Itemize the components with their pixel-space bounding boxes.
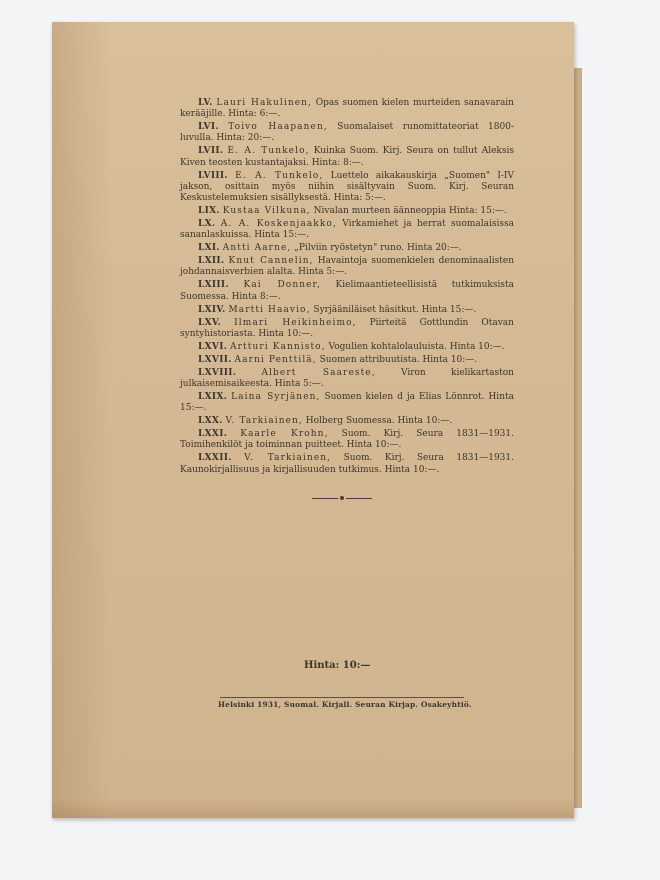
series-entry <box>180 122 514 144</box>
entry-author: Laina Syrjänen, <box>231 392 321 403</box>
entry-title: Virkamiehet ja herrat suomalaisissa sananlaskuissa. Hinta 15:—. <box>180 219 514 241</box>
price-label: Hinta: 10:— <box>304 660 371 671</box>
entry-number: LXV. <box>198 317 222 328</box>
entry-title: „Pilviin ryöstetyn" runo. Hinta 20:—. <box>294 243 462 254</box>
entry-author: Kustaa Vilkuna, <box>222 206 311 217</box>
entry-title: Nivalan murteen äänneoppia Hinta: 15:—. <box>313 206 507 217</box>
entry-text <box>180 280 514 302</box>
entry-number: LX. <box>198 219 216 230</box>
imprint-rule <box>220 697 464 698</box>
series-entry <box>180 453 514 475</box>
series-entry <box>180 256 514 278</box>
entry-number: LVII. <box>198 146 224 157</box>
series-entry <box>180 219 514 241</box>
series-entry <box>180 429 514 451</box>
entry-title: Syrjääniläiset häsitkut. Hinta 15:—. <box>313 304 477 315</box>
entry-text <box>180 429 514 451</box>
entry-author: Knut Cannelin, <box>228 256 314 267</box>
series-entry <box>180 243 514 254</box>
entry-title: Viron kielikartaston julkaisemisaikeesta. Hinta 5:—. <box>180 367 514 390</box>
entry-title: Suomalaiset runomittateoriat 1800-luvulla. Hinta: 20:—. <box>180 122 514 144</box>
entry-text <box>180 368 514 390</box>
entry-text <box>180 171 514 205</box>
entry-title: Vogulien kohtalolauluista. Hinta 10:—. <box>328 341 505 352</box>
entry-number: LXI. <box>198 243 220 254</box>
series-entry <box>180 305 514 316</box>
entry-author: Lauri Hakulinen, <box>216 98 313 108</box>
entry-title: Kielimaantieteellisistä tutkimuksista Suomessa. Hinta 8:—. <box>180 280 514 302</box>
entry-author: V. Tarkiainen, <box>244 453 332 464</box>
entry-number: LV. <box>198 98 213 108</box>
entry-title: Suomen attribuutista. Hinta 10:—. <box>319 354 478 365</box>
entry-author: E. A. Tunkelo, <box>235 170 324 181</box>
entry-text <box>180 392 514 414</box>
entry-author: E. A. Tunkelo, <box>227 146 310 157</box>
entry-author: Kaarle Krohn, <box>240 429 329 440</box>
entry-text <box>180 206 514 217</box>
entry-number: LXVIII. <box>198 367 237 378</box>
series-entry <box>180 171 514 205</box>
series-entry <box>180 206 514 217</box>
entry-number: LXII. <box>198 256 225 267</box>
ornament-dot-icon <box>340 496 344 500</box>
series-entry <box>180 355 514 366</box>
entry-number: LXVI. <box>198 341 228 352</box>
entry-title: Havaintoja suomenkielen denominaalisten johdannaisverbien alalta. Hinta 5:—. <box>180 256 514 278</box>
series-entry <box>180 368 514 390</box>
series-entry <box>180 392 514 414</box>
entry-number: LIX. <box>198 206 220 217</box>
entry-number: LXXII. <box>198 453 232 464</box>
entry-text <box>180 256 514 278</box>
entry-text <box>180 318 514 340</box>
series-entry <box>180 280 514 302</box>
entry-number: LVIII. <box>198 170 228 181</box>
entry-number: LXIV. <box>198 304 226 315</box>
entry-author: Kai Donner, <box>243 280 321 291</box>
ornament-line-left <box>312 498 338 499</box>
entry-author: Albert Saareste, <box>261 367 376 378</box>
ornament-line-right <box>346 498 372 499</box>
entry-text <box>180 98 514 120</box>
entry-title: Kuinka Suom. Kirj. Seura on tullut Aleksis Kiven teosten kustantajaksi. Hinta: 8:—. <box>180 146 514 168</box>
entry-text <box>180 342 514 353</box>
entry-author: V. Tarkiainen, <box>225 416 303 427</box>
series-entry <box>180 342 514 353</box>
series-entry <box>180 416 514 427</box>
entry-text <box>180 416 514 427</box>
series-entry <box>180 318 514 340</box>
printer-imprint: Helsinki 1931, Suomal. Kirjall. Seuran Kirjap. Osakeyhtiö. <box>218 700 472 709</box>
entry-text <box>180 243 514 254</box>
entry-number: LVI. <box>198 122 219 133</box>
entry-author: Artturi Kannisto, <box>230 341 326 352</box>
entry-title: Piirteitä Gottlundin Otavan syntyhistoriasta. Hinta 10:—. <box>180 317 514 339</box>
entry-number: LXIX. <box>198 392 228 403</box>
back-cover-edge <box>574 68 582 808</box>
entry-text <box>180 305 514 316</box>
entry-title: Opas suomen kielen murteiden sanavarain kerääjille. Hinta: 6:—. <box>180 98 514 120</box>
series-list <box>180 98 514 478</box>
entry-author: Martti Haavio, <box>228 304 311 315</box>
entry-author: Aarni Penttilä, <box>234 354 317 365</box>
series-entry <box>180 146 514 168</box>
entry-title: Holberg Suomessa. Hinta 10:—. <box>305 416 453 427</box>
entry-title: Suom. Kirj. Seura 1831—1931. Kaunokirjallisuus ja kirjallisuuden tutkimus. Hinta 10:—. <box>180 453 514 475</box>
entry-text <box>180 355 514 366</box>
entry-title: Suomen kielen d ja Elias Lönnrot. Hinta 15:—. <box>180 392 514 414</box>
series-entry <box>180 98 514 120</box>
entry-author: Antti Aarne, <box>222 243 292 254</box>
entry-author: A. A. Koskenjaakko, <box>220 219 337 230</box>
entry-text <box>180 219 514 241</box>
entry-title: Suom. Kirj. Seura 1831—1931. Toimihenkilöt ja toiminnan puitteet. Hinta 10:—. <box>180 429 514 451</box>
entry-text <box>180 146 514 168</box>
entry-number: LXX. <box>198 416 223 427</box>
entry-number: LXXI. <box>198 429 228 440</box>
ornament-divider <box>312 496 372 500</box>
entry-number: LXIII. <box>198 280 229 291</box>
entry-author: Ilmari Heikinheimo, <box>234 317 357 328</box>
entry-text <box>180 453 514 475</box>
entry-number: LXVII. <box>198 354 232 365</box>
entry-author: Toivo Haapanen, <box>228 122 328 133</box>
entry-title: Luettelo aikakauskirja „Suomen" I-IV jakson, osittain myös niihin sisältyvain Suom. Kirj. Seuran Keskustelemuksien sisällyksestä. Hinta: 5:—. <box>180 170 514 204</box>
entry-text <box>180 122 514 144</box>
